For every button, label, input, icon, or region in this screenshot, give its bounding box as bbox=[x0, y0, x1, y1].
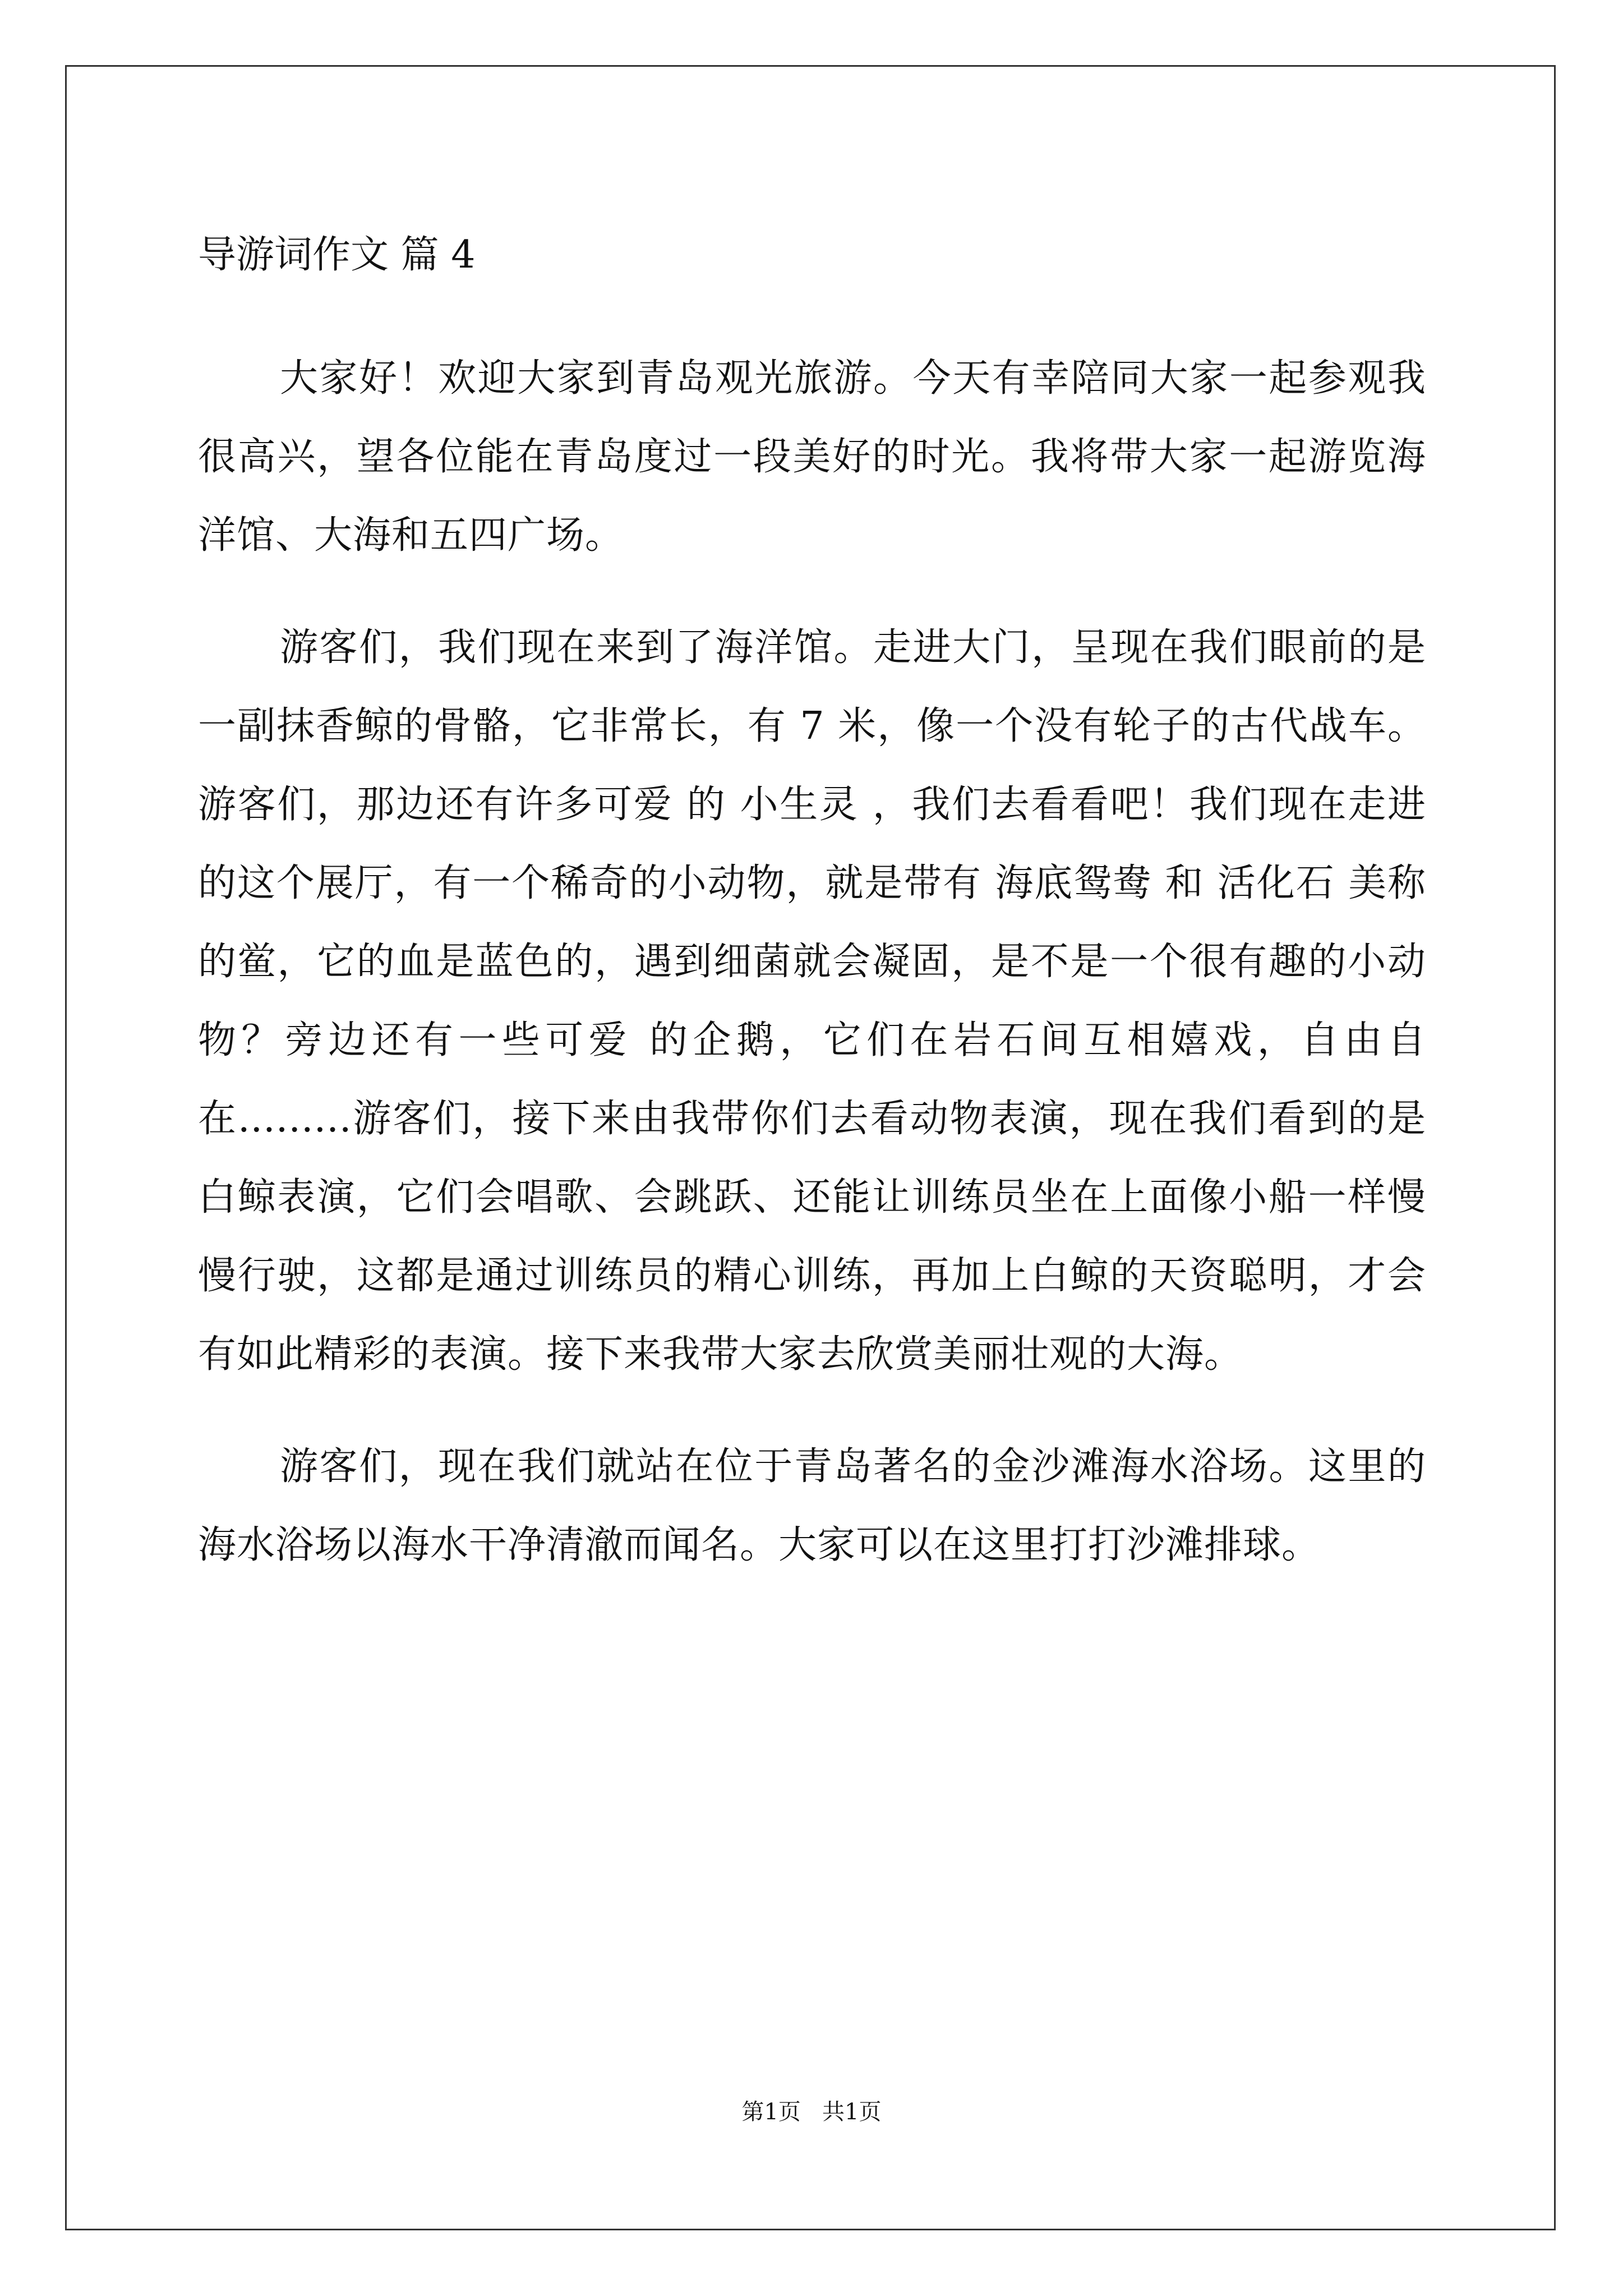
page-number-footer: 第1页 共1页 bbox=[741, 2099, 882, 2125]
paragraph-1: 大家好！欢迎大家到青岛观光旅游。今天有幸陪同大家一起参观我很高兴，望各位能在青岛度过一段美好的时光。我将带大家一起游览海洋馆、大海和五四广场。 bbox=[198, 356, 1426, 558]
document-body bbox=[198, 224, 1426, 1585]
paragraph-3: 游客们，现在我们就站在位于青岛著名的金沙滩海水浴场。这里的海水浴场以海水干净清澈而闻名。大家可以在这里打打沙滩排球。 bbox=[198, 1444, 1426, 1567]
document-title: 导游词作文 篇 4 bbox=[198, 233, 476, 277]
paragraph-2: 游客们，我们现在来到了海洋馆。走进大门，呈现在我们眼前的是一副抹香鲸的骨骼，它非常长，有 7 米，像一个没有轮子的古代战车。游客们，那边还有许多可爱 的 小生灵 ，我们去看看吧！我们现在走进的这个展厅，有一个稀奇的小动物，就是带有 海底鸳鸯 和 活化石 美称的鲎，它的血是蓝色的，遇到细菌就会凝固，是不是一个很有趣的小动物？旁边还有一些可爱 的企鹅，它们在岩石间互相嬉戏，自由自在.........游客们，接下来由我带你们去看动物表演，现在我们看到的是白鲸表演，它们会唱歌、会跳跃、还能让训练员坐在上面像小船一样慢慢行驶，这都是通过训练员的精心训练，再加上白鲸的天资聪明，才会有如此精彩的表演。接下来我带大家去欣赏美丽壮观的大海。 bbox=[198, 625, 1426, 1377]
